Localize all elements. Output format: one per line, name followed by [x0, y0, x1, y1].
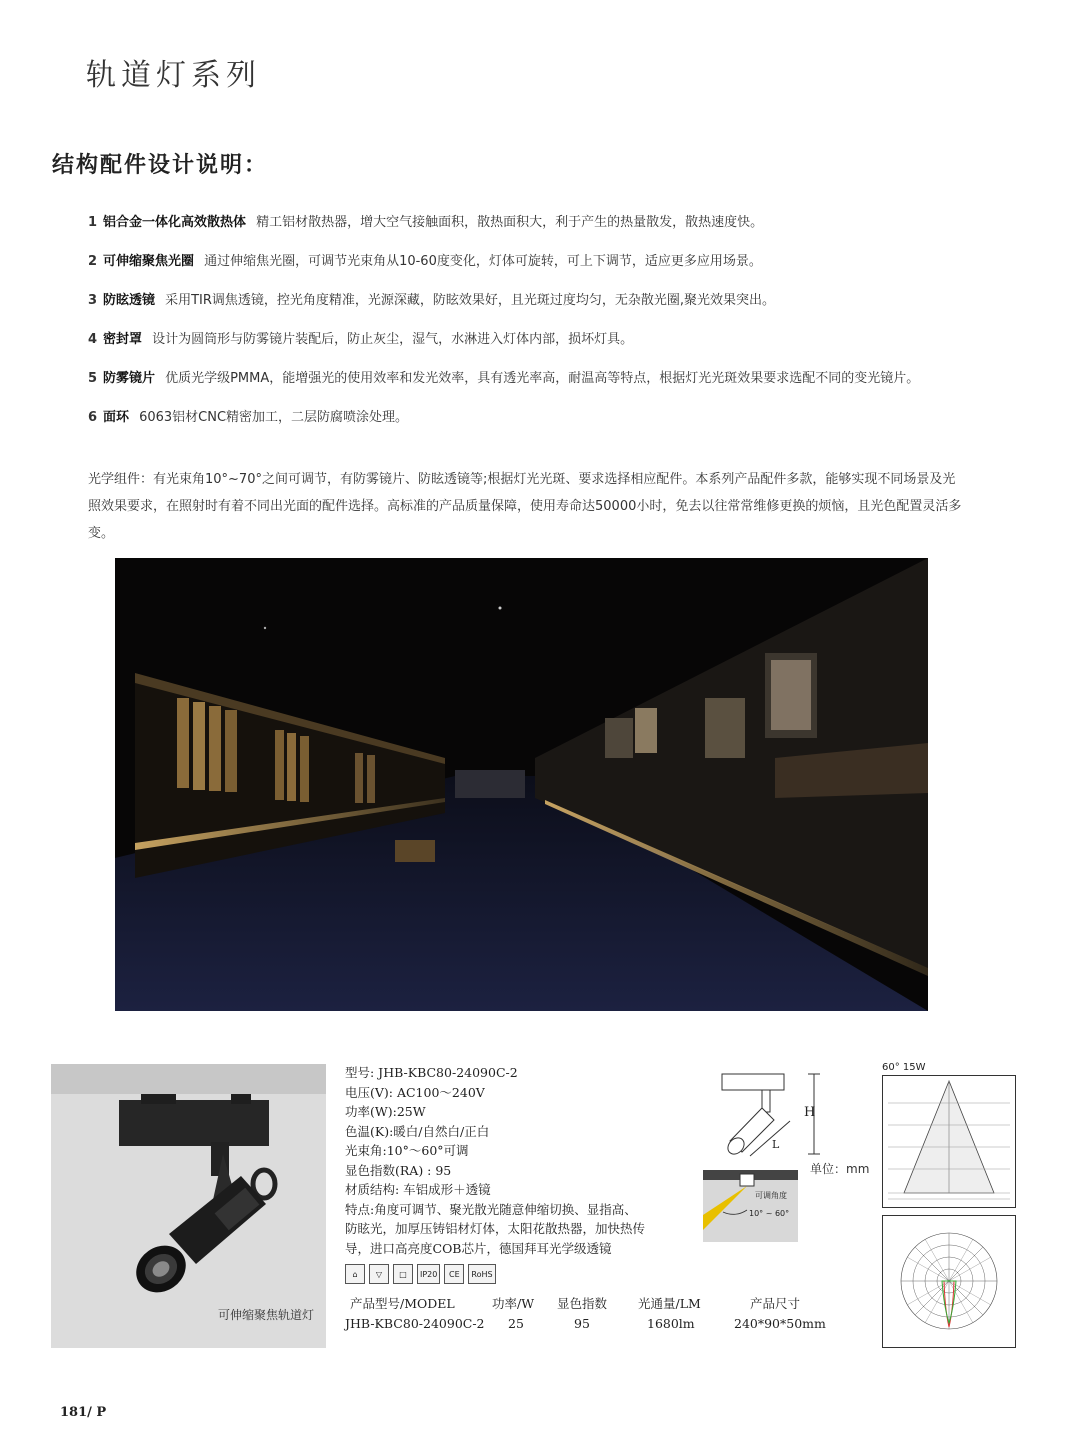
optics-description: 光学组件：有光束角10°~70°之间可调节，有防雾镜片、防眩透镜等;根据灯光光斑、要求选择相应配件。本系列产品配件多款，能够实现不同场景及光照效果要求，在照射时有着不同出光面的配件选择。高标准的产品质量保障，使用寿命达50000小时，免去以往常常维修更换的烦恼，且光色配置灵活多变。 [88, 472, 962, 541]
page-number: 181/ P [60, 1405, 107, 1420]
series-title: 轨道灯系列 [86, 58, 261, 93]
table-cell: 240*90*50mm [734, 1316, 826, 1331]
dimension-l-label: L [772, 1138, 780, 1151]
section-title: 结构配件设计说明： [52, 153, 269, 178]
adjustable-angle-diagram [703, 1170, 798, 1242]
spec-beam-angle: 光束角:10°～60°可调 [345, 1143, 469, 1158]
table-cell: JHB-KBC80-24090C-2 [345, 1316, 485, 1331]
spec-power: 功率(W):25W [345, 1104, 426, 1119]
ip20-cert-icon: IP20 [417, 1264, 440, 1284]
feature-item: 4 密封罩 设计为圆筒形与防雾镜片装配后，防止灰尘，湿气，水淋进入灯体内部，损坏灯具。 [88, 332, 634, 347]
f-mark-cert-icon: ▽ [369, 1264, 389, 1284]
unit-label: 单位：mm [810, 1162, 870, 1176]
spec-list [345, 1063, 705, 1258]
angle-label: 可调角度 [755, 1191, 787, 1200]
feature-list [88, 210, 968, 444]
feature-item: 2 可伸缩聚焦光圈 通过伸缩焦光圈，可调节光束角从10-60度变化，灯体可旋转，可上下调节，适应更多应用场景。 [88, 254, 762, 269]
product-caption: 可伸缩聚焦轨道灯 [217, 1308, 314, 1322]
ce-cert-icon: CE [444, 1264, 464, 1284]
dimension-diagram [700, 1066, 830, 1161]
gallery-photo [115, 558, 928, 1011]
spec-material: 材质结构: 车铝成形＋透镜 [345, 1182, 491, 1197]
spec-model: 型号: JHB-KBC80-24090C-2 [345, 1065, 518, 1080]
dimension-h-label: H [804, 1105, 816, 1120]
beam-cone-chart [882, 1075, 1016, 1208]
polar-intensity-chart [882, 1215, 1016, 1348]
spec-features: 防眩光，加厚压铸铝材灯体，太阳花散热器，加快热传 [345, 1221, 646, 1236]
spec-cri: 显色指数(RA) : 95 [345, 1162, 452, 1178]
column-header: 显色指数 [557, 1296, 608, 1311]
angle-range: 10° ~ 60° [749, 1209, 790, 1218]
table-cell: 95 [574, 1316, 590, 1331]
class-ii-cert-icon: □ [393, 1264, 413, 1284]
spec-features: 导，进口高亮度COB芯片，德国拜耳光学级透镜 [345, 1240, 612, 1256]
spec-features: 特点:角度可调节、聚光散光随意伸缩切换、显指高、 [345, 1201, 637, 1217]
column-header: 功率/W [492, 1296, 535, 1311]
house-cert-icon: ⌂ [345, 1264, 365, 1284]
beam-chart-header: 60° 15W [882, 1062, 926, 1073]
spec-voltage: 电压(V): AC100～240V [345, 1084, 485, 1100]
product-image [51, 1064, 326, 1348]
spec-color-temp: 色温(K):暖白/自然白/正白 [345, 1123, 490, 1139]
feature-item: 1 铝合金一体化高效散热体 精工铝材散热器，增大空气接触面积，散热面积大，利于产生的热量散发，散热速度快。 [88, 215, 764, 230]
feature-item: 6 面环 6063铝材CNC精密加工，二层防腐喷涂处理。 [88, 410, 409, 425]
table-cell: 25 [508, 1316, 524, 1331]
column-header: 产品尺寸 [750, 1296, 801, 1311]
feature-item: 3 防眩透镜 采用TIR调焦透镜，控光角度精准，光源深藏，防眩效果好，且光斑过度均匀，无杂散光圈,聚光效果突出。 [88, 293, 776, 308]
certification-icons [345, 1264, 496, 1286]
rohs-cert-icon: RoHS [468, 1264, 495, 1284]
column-header: 产品型号/MODEL [350, 1296, 455, 1311]
feature-item: 5 防雾镜片 优质光学级PMMA，能增强光的使用效率和发光效率，具有透光率高，耐温高等特点，根据灯光光斑效果要求选配不同的变光镜片。 [88, 371, 920, 386]
column-header: 光通量/LM [638, 1296, 701, 1311]
table-cell: 1680lm [647, 1316, 695, 1331]
